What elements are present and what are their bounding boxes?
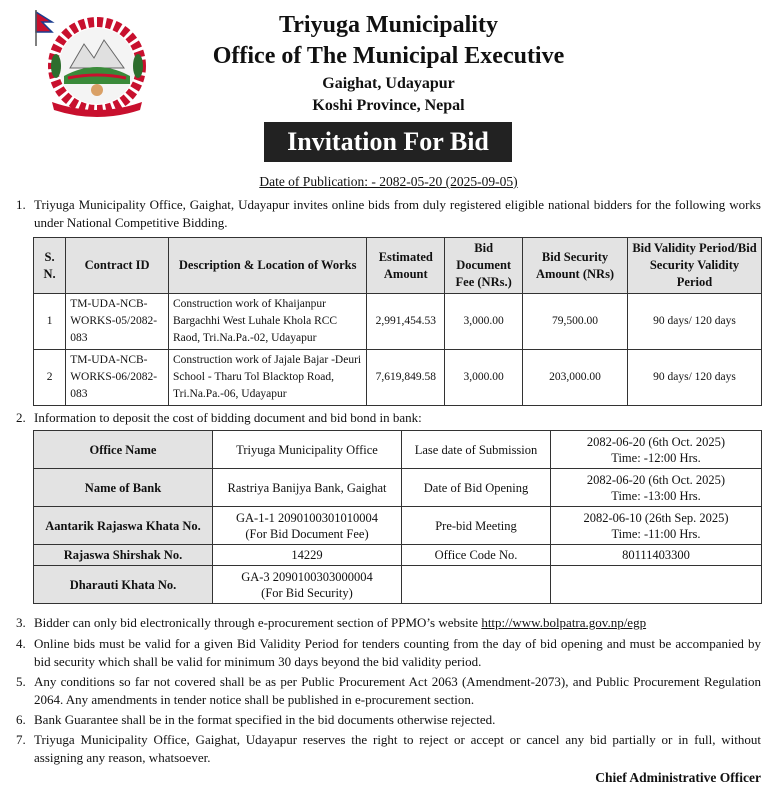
cell-sn: 1 bbox=[34, 294, 66, 350]
cell-description: Construction work of Khaijanpur Bargachhi West Luhale Khola RCC Raod, Tri.Na.Pa.-02, Udayapur bbox=[169, 294, 367, 350]
col-header: Bid Validity Period/Bid Security Validity Period bbox=[627, 238, 761, 294]
col-header: Estimated Amount bbox=[367, 238, 445, 294]
clause-number: 7. bbox=[16, 732, 26, 747]
clause-2 bbox=[16, 409, 761, 427]
cell-security: 79,500.00 bbox=[523, 294, 628, 350]
submission-date: 2082-06-20 (6th Oct. 2025) bbox=[586, 434, 726, 449]
clause-1 bbox=[16, 196, 761, 232]
aantarik-value bbox=[213, 507, 402, 545]
notice-title: Invitation For Bid bbox=[264, 122, 512, 162]
aantarik-number: GA-1-1 2090100301010004 bbox=[235, 510, 378, 525]
clause-3 bbox=[16, 614, 761, 632]
submission-value bbox=[551, 431, 762, 469]
clause-text: Triyuga Municipality Office, Gaighat, Udayapur invites online bids from duly registered eligible national bidders for the following works under National Competitive Bidding. bbox=[34, 197, 761, 230]
clause-6 bbox=[16, 711, 761, 729]
dharauti-note: (For Bid Security) bbox=[261, 585, 353, 600]
egp-link[interactable]: http://www.bolpatra.gov.np/egp bbox=[481, 615, 647, 630]
col-header: Bid Document Fee (NRs.) bbox=[445, 238, 523, 294]
bank-value: Rastriya Banijya Bank, Gaighat bbox=[213, 469, 402, 507]
clause-number: 4. bbox=[16, 636, 26, 651]
cell-doc-fee: 3,000.00 bbox=[445, 294, 523, 350]
cell-description: Construction work of Jajale Bajar -Deuri School - Tharu Tol Blacktop Road, Tri.Na.Pa.-06, Udayapur bbox=[169, 350, 367, 406]
col-header: Contract ID bbox=[66, 238, 169, 294]
cell-validity: 90 days/ 120 days bbox=[627, 350, 761, 406]
table-row bbox=[34, 507, 762, 545]
clause-number: 6. bbox=[16, 712, 26, 727]
table-header-row bbox=[34, 238, 762, 294]
submission-label: Lase date of Submission bbox=[402, 431, 551, 469]
cell-contract-id: TM-UDA-NCB-WORKS-05/2082-083 bbox=[66, 294, 169, 350]
prebid-date: 2082-06-10 (26th Sep. 2025) bbox=[583, 510, 729, 525]
cell-estimate: 7,619,849.58 bbox=[367, 350, 445, 406]
clause-text: Any conditions so far not covered shall be as per Public Procurement Act 2063 (Amendment-2073), and Public Procurement Regulation 2064. Any amendments in tender notice shall be published in e-procurement section. bbox=[34, 674, 761, 707]
table-row bbox=[34, 294, 762, 350]
bank-label: Name of Bank bbox=[34, 469, 213, 507]
publication-date: Date of Publication: - 2082-05-20 (2025-09-05) bbox=[259, 174, 518, 189]
clause-text: Online bids must be valid for a given Bid Validity Period for tenders counting from the day of bid opening and must be accompanied by bid security which shall be valid for minimum 30 days beyond the bid validity period. bbox=[34, 636, 761, 669]
shirshak-label: Rajaswa Shirshak No. bbox=[34, 545, 213, 566]
clause-7 bbox=[16, 731, 761, 767]
clause-number: 2. bbox=[16, 410, 26, 425]
aantarik-label: Aantarik Rajaswa Khata No. bbox=[34, 507, 213, 545]
dharauti-number: GA-3 2090100303000004 bbox=[241, 569, 373, 584]
clause-text: Information to deposit the cost of bidding document and bid bond in bank: bbox=[34, 410, 422, 425]
table-row bbox=[34, 469, 762, 507]
cell-validity: 90 days/ 120 days bbox=[627, 294, 761, 350]
clause-number: 3. bbox=[16, 615, 26, 630]
bank-info-table bbox=[33, 430, 762, 604]
prebid-time: Time: -11:00 Hrs. bbox=[611, 526, 701, 541]
clause-number: 1. bbox=[16, 197, 26, 212]
table-row bbox=[34, 431, 762, 469]
clause-text: Bank Guarantee shall be in the format specified in the bid documents otherwise rejected. bbox=[34, 712, 496, 727]
province: Koshi Province, Nepal bbox=[312, 97, 465, 114]
clause-text: Bidder can only bid electronically through e-procurement section of PPMO’s website bbox=[34, 615, 482, 630]
dharauti-value bbox=[213, 566, 402, 604]
aantarik-note: (For Bid Document Fee) bbox=[245, 526, 369, 541]
opening-value bbox=[551, 469, 762, 507]
office-name-label: Office Name bbox=[34, 431, 213, 469]
table-row bbox=[34, 566, 762, 604]
opening-label: Date of Bid Opening bbox=[402, 469, 551, 507]
opening-date: 2082-06-20 (6th Oct. 2025) bbox=[586, 472, 726, 487]
office-code-label: Office Code No. bbox=[402, 545, 551, 566]
office-code-value: 80111403300 bbox=[551, 545, 762, 566]
col-header: Bid Security Amount (NRs) bbox=[523, 238, 628, 294]
clause-text: Triyuga Municipality Office, Gaighat, Udayapur reserves the right to reject or accept or cancel any bid partially or in full, without assigning any reason, whatsoever. bbox=[34, 732, 761, 765]
works-table bbox=[33, 237, 762, 406]
table-row bbox=[34, 545, 762, 566]
cell-sn: 2 bbox=[34, 350, 66, 406]
clause-5 bbox=[16, 673, 761, 709]
clause-number: 5. bbox=[16, 674, 26, 689]
cell-doc-fee: 3,000.00 bbox=[445, 350, 523, 406]
col-header: S. N. bbox=[34, 238, 66, 294]
clause-4 bbox=[16, 635, 761, 671]
office-name-value: Triyuga Municipality Office bbox=[213, 431, 402, 469]
shirshak-value: 14229 bbox=[213, 545, 402, 566]
prebid-label: Pre-bid Meeting bbox=[402, 507, 551, 545]
cell-contract-id: TM-UDA-NCB-WORKS-06/2082-083 bbox=[66, 350, 169, 406]
col-header: Description & Location of Works bbox=[169, 238, 367, 294]
opening-time: Time: -13:00 Hrs. bbox=[611, 488, 701, 503]
submission-time: Time: -12:00 Hrs. bbox=[611, 450, 701, 465]
table-row bbox=[34, 350, 762, 406]
dharauti-label: Dharauti Khata No. bbox=[34, 566, 213, 604]
address: Gaighat, Udayapur bbox=[322, 75, 455, 92]
empty-cell bbox=[551, 566, 762, 604]
signature-title: Chief Administrative Officer bbox=[595, 770, 761, 785]
org-name: Triyuga Municipality bbox=[279, 12, 498, 38]
prebid-value bbox=[551, 507, 762, 545]
cell-security: 203,000.00 bbox=[523, 350, 628, 406]
empty-cell bbox=[402, 566, 551, 604]
cell-estimate: 2,991,454.53 bbox=[367, 294, 445, 350]
office-name: Office of The Municipal Executive bbox=[212, 43, 565, 69]
